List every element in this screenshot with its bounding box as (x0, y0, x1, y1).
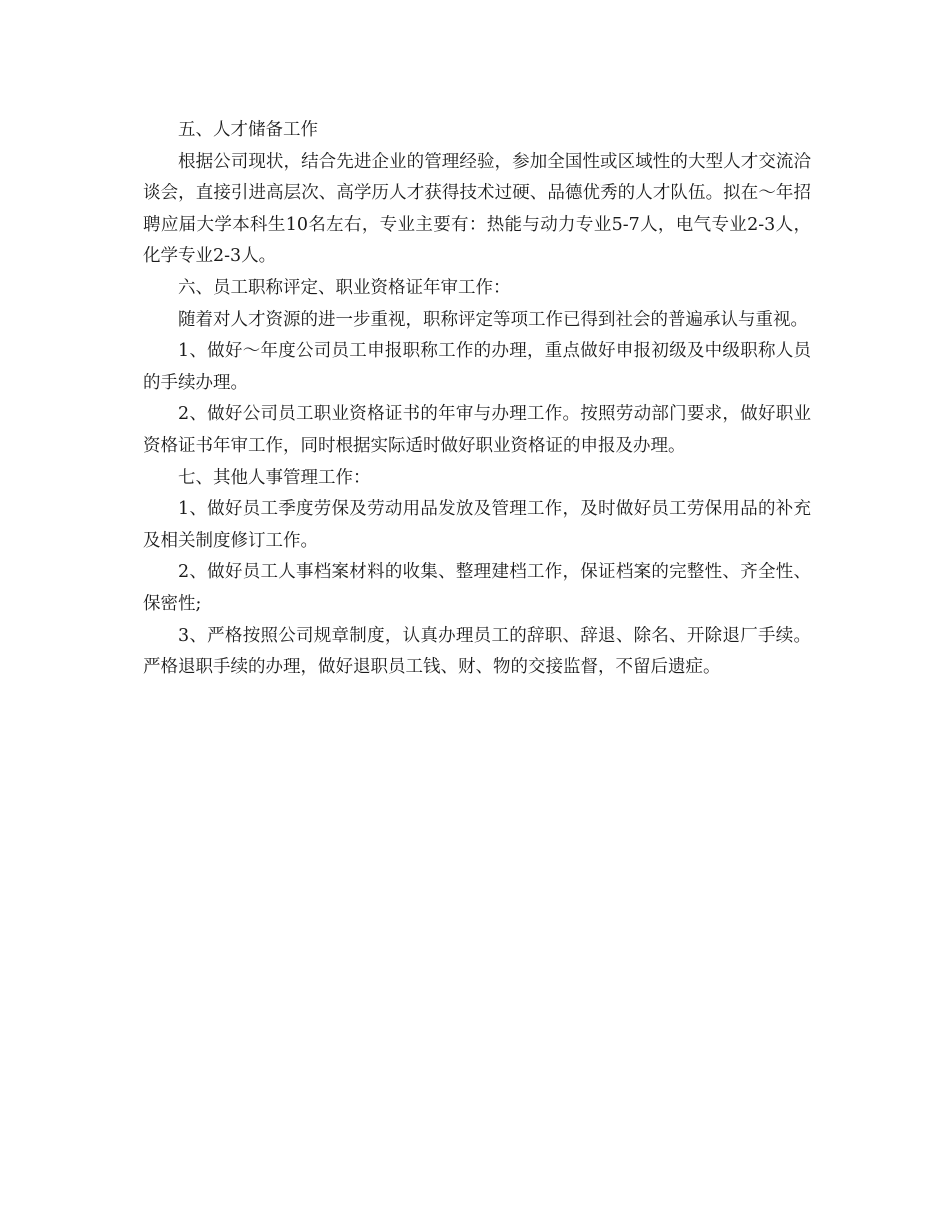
list-item: 2、做好公司员工职业资格证书的年审与办理工作。按照劳动部门要求，做好职业资格证书年审工作，同时根据实际适时做好职业资格证的申报及办理。 (143, 404, 811, 456)
paragraph: 根据公司现状，结合先进企业的管理经验，参加全国性或区域性的大型人才交流洽谈会，直接引进高层次、高学历人才获得技术过硬、品德优秀的人才队伍。拟在～年招聘应届大学本科生10名左右，专业主要有：热能与动力专业5-7人，电气专业2-3人，化学专业2-3人。 (143, 151, 811, 267)
list-item: 2、做好员工人事档案材料的收集、整理建档工作，保证档案的完整性、齐全性、保密性; (143, 562, 811, 614)
list-item: 1、做好～年度公司员工申报职称工作的办理，重点做好申报初级及中级职称人员的手续办理。 (143, 341, 811, 393)
section-heading-talent-reserve: 五、人才储备工作 (178, 120, 318, 140)
section-heading-title-evaluation: 六、员工职称评定、职业资格证年审工作： (178, 277, 511, 298)
list-item: 1、做好员工季度劳保及劳动用品发放及管理工作，及时做好员工劳保用品的补充及相关制度修订工作。 (143, 499, 811, 551)
paragraph: 随着对人才资源的进一步重视，职称评定等项工作已得到社会的普遍承认与重视。 (178, 309, 808, 330)
section-heading-other-hr: 七、其他人事管理工作： (178, 467, 371, 488)
list-item: 3、严格按照公司规章制度，认真办理员工的辞职、辞退、除名、开除退厂手续。严格退职手续的办理，做好退职员工钱、财、物的交接监督，不留后遗症。 (143, 625, 811, 678)
document-body (143, 115, 811, 684)
